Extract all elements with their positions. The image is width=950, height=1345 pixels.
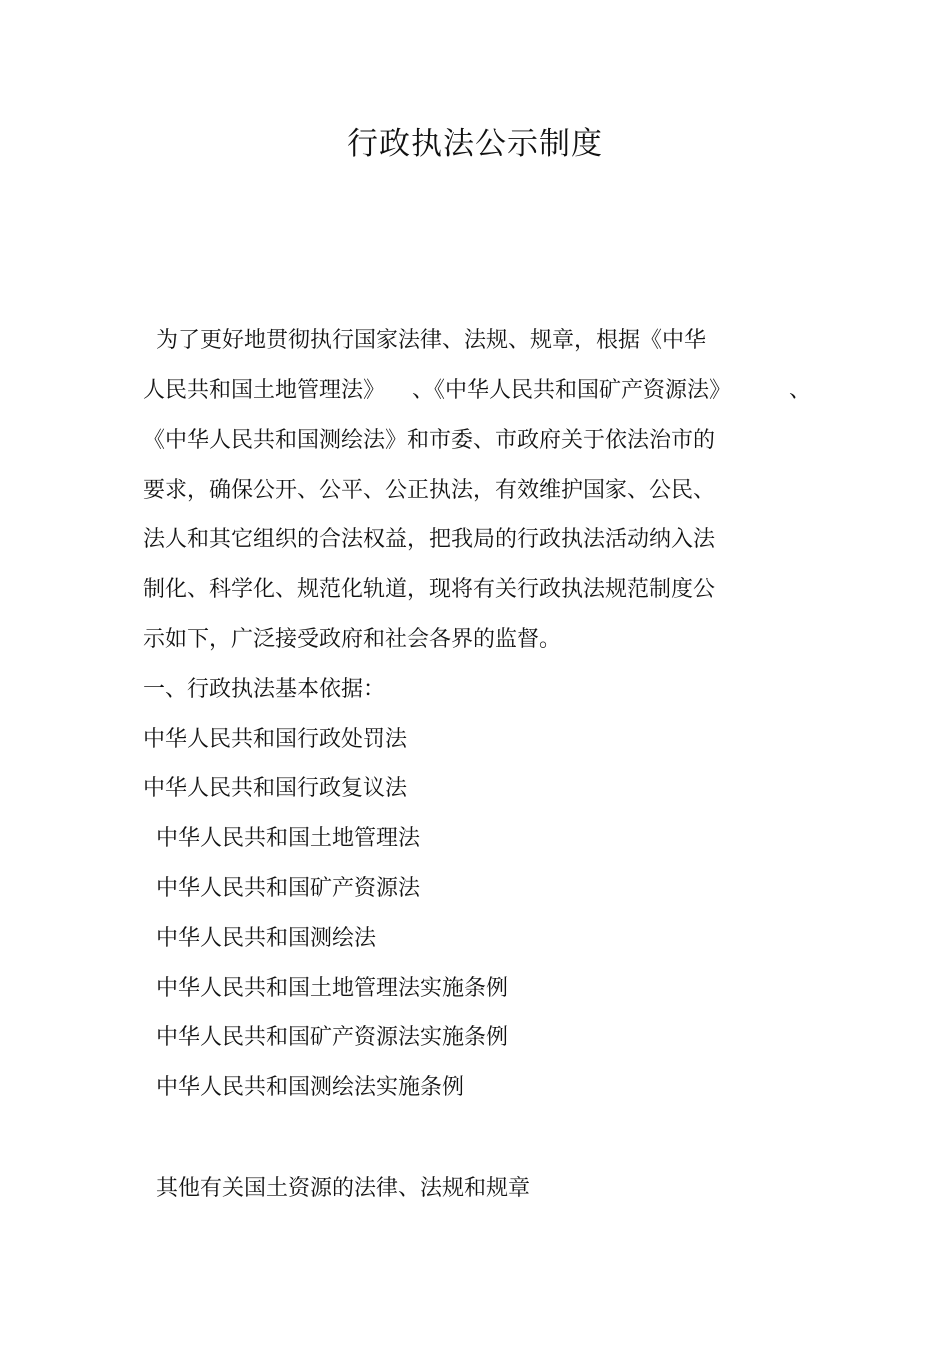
section-1-heading: 一、行政执法基本依据： [143,677,386,702]
other-laws-line: 其他有关国土资源的法律、法规和规章 [156,1176,531,1201]
intro-line-3: 《中华人民共和国测绘法》和市委、市政府关于依法治市的 [143,428,716,453]
intro-line-2a: 人民共和国土地管理法》 [143,378,386,403]
law-item: 中华人民共和国矿产资源法实施条例 [156,1025,509,1050]
law-item: 中华人民共和国土地管理法 [156,826,421,851]
law-item: 中华人民共和国测绘法 [156,926,377,951]
document-title: 行政执法公示制度 [347,126,603,162]
law-item: 中华人民共和国矿产资源法 [156,876,421,901]
law-item: 中华人民共和国行政处罚法 [143,727,408,752]
intro-line-5: 法人和其它组织的合法权益，把我局的行政执法活动纳入法 [143,527,716,552]
law-item: 中华人民共和国测绘法实施条例 [156,1075,465,1100]
law-item: 中华人民共和国土地管理法实施条例 [156,976,509,1001]
intro-line-1: 为了更好地贯彻执行国家法律、法规、规章，根据《中华 [156,328,707,353]
intro-line-4: 要求，确保公开、公平、公正执法，有效维护国家、公民、 [143,478,716,503]
intro-line-2b: 、《中华人民共和国矿产资源法》 [412,378,732,403]
intro-line-6: 制化、科学化、规范化轨道，现将有关行政执法规范制度公 [143,577,716,602]
intro-line-2c: 、 [789,378,812,403]
law-item: 中华人民共和国行政复议法 [143,776,408,801]
intro-line-7: 示如下，广泛接受政府和社会各界的监督。 [143,627,562,652]
